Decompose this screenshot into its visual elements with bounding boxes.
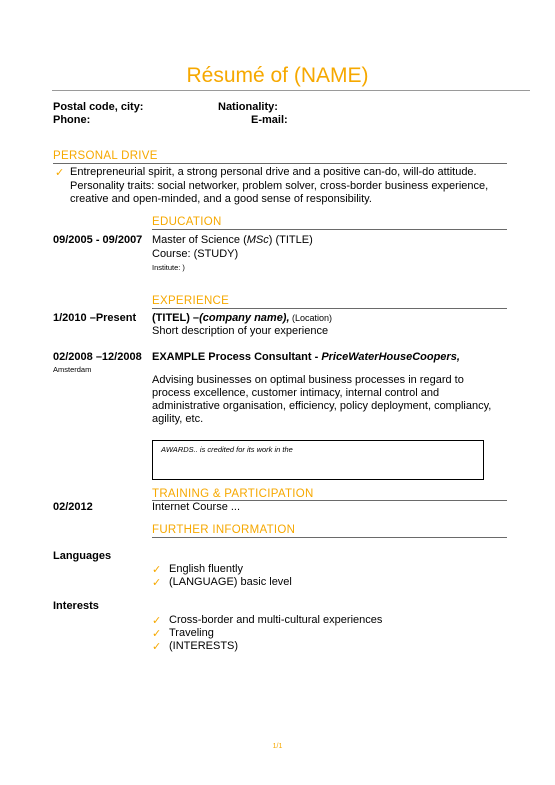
section-heading-further: FURTHER INFORMATION <box>152 524 296 536</box>
education-institute: Institute: ) <box>152 263 185 272</box>
interests-label: Interests <box>53 600 99 612</box>
job1-title: (TITEL) –(company name), (Location) <box>152 312 333 324</box>
job2-description-line: process excellence, customer intimacy, internal control and <box>152 387 440 399</box>
languages-label: Languages <box>53 550 112 562</box>
resume-title: Résumé of (NAME) <box>186 64 369 87</box>
education-degree: Master of Science (MSc) (TITLE) <box>152 234 313 246</box>
job2-description-line: agility, etc. <box>152 413 204 425</box>
job1-description: Short description of your experience <box>152 325 329 337</box>
drive-line: Entrepreneurial spirit, a strong personal drive and a positive can-do, will-do attitude. <box>70 166 477 178</box>
awards-box <box>152 440 484 480</box>
email-label: E-mail: <box>251 114 288 126</box>
section-heading-experience: EXPERIENCE <box>152 295 230 307</box>
education-date: 09/2005 - 09/2007 <box>53 234 143 246</box>
check-icon: ✓ <box>152 641 162 653</box>
title-divider <box>52 90 530 91</box>
language-item: (LANGUAGE) basic level <box>169 576 292 588</box>
check-icon: ✓ <box>152 628 162 640</box>
check-icon: ✓ <box>152 564 162 576</box>
nationality-label: Nationality: <box>218 101 278 113</box>
education-course: Course: (STUDY) <box>152 248 239 260</box>
section-heading-training: TRAINING & PARTICIPATION <box>152 488 314 500</box>
job2-date: 02/2008 –12/2008 <box>53 351 142 363</box>
job1-date: 1/2010 –Present <box>53 312 137 324</box>
awards-text: AWARDS.. is credited for its work in the <box>161 445 293 454</box>
section-divider <box>152 229 507 230</box>
section-divider <box>152 308 507 309</box>
job2-description-line: administrative organisation, efficiency, policy deployment, compliancy, <box>152 400 492 412</box>
section-heading-personal-drive: PERSONAL DRIVE <box>53 150 158 162</box>
drive-line: creative and open-minded, and a good sense of responsibility. <box>70 193 372 205</box>
job2-description-line: Advising businesses on optimal business processes in regard to <box>152 374 464 386</box>
section-divider <box>152 537 507 538</box>
interest-item: (INTERESTS) <box>169 640 239 652</box>
section-divider <box>53 163 507 164</box>
phone-label: Phone: <box>53 114 91 126</box>
job2-place: Amsterdam <box>53 365 92 374</box>
page-number: 1/1 <box>272 743 283 750</box>
check-icon: ✓ <box>152 577 162 589</box>
training-item: Internet Course ... <box>152 501 241 513</box>
interest-item: Traveling <box>169 627 214 639</box>
postal-label: Postal code, city: <box>53 101 144 113</box>
check-icon: ✓ <box>152 615 162 627</box>
language-item: English fluently <box>169 563 243 575</box>
training-date: 02/2012 <box>53 501 93 513</box>
section-heading-education: EDUCATION <box>152 216 222 228</box>
check-icon: ✓ <box>55 167 65 179</box>
drive-line: Personality traits: social networker, problem solver, cross-border business experience, <box>70 180 489 192</box>
job2-title: EXAMPLE Process Consultant - PriceWaterHouseCoopers, <box>152 351 460 363</box>
interest-item: Cross-border and multi-cultural experiences <box>169 614 383 626</box>
